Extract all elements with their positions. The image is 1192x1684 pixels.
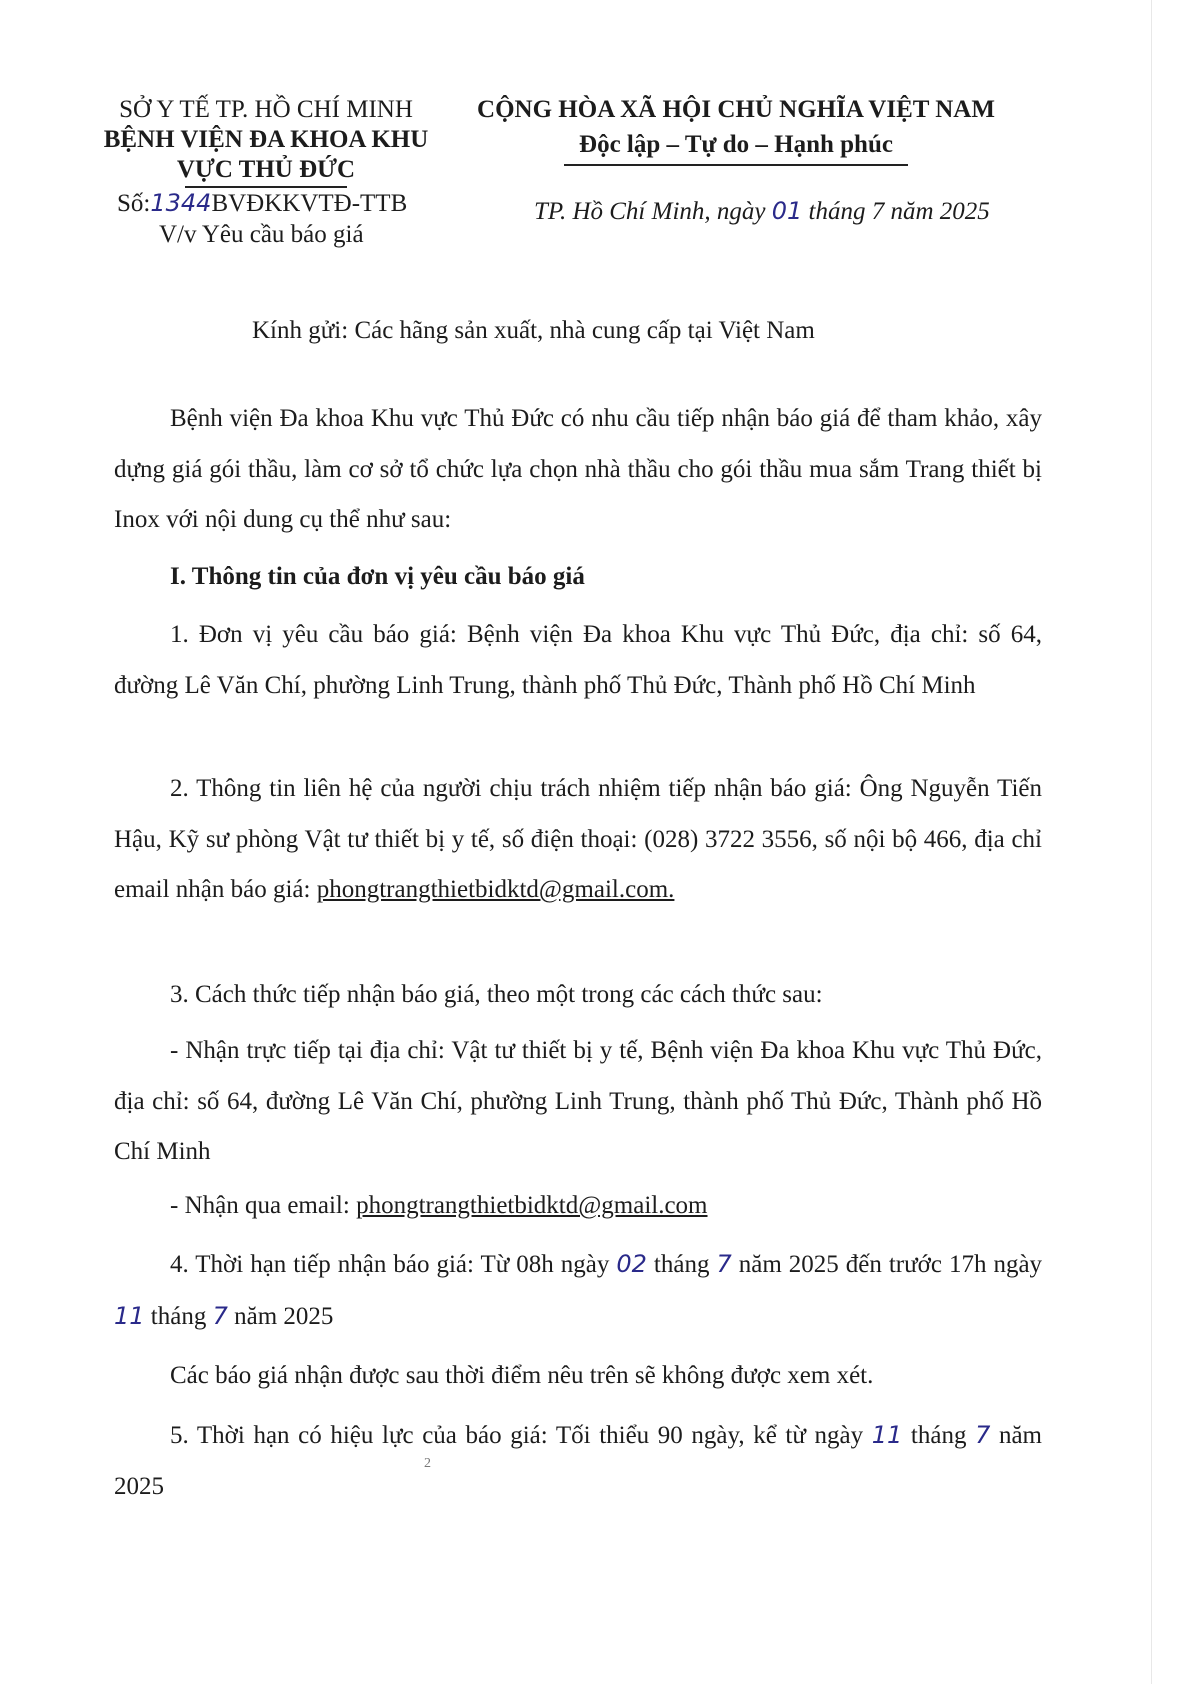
- org-line-1: SỞ Y TẾ TP. HỒ CHÍ MINH: [119, 96, 413, 123]
- item-4-start-day: 02: [616, 1250, 647, 1278]
- item-5-month: 7: [975, 1421, 991, 1449]
- item-3-email: [114, 1181, 1042, 1232]
- intro-paragraph: Bệnh viện Đa khoa Khu vực Thủ Đức có nhu cầu tiếp nhận báo giá để tham khảo, xây dựng giá gói thầu, làm cơ sở tổ chức lựa chọn nhà thầu cho gói thầu mua sắm Trang thiết bị Inox với nội dung cụ thể như sau:: [114, 405, 1042, 533]
- item-2: [114, 764, 1042, 916]
- ref-suffix: BVĐKKVTĐ-TTB: [211, 190, 408, 217]
- scan-edge-line: [1151, 0, 1152, 1684]
- ref-prefix: Số:: [117, 190, 151, 217]
- item-4-note: Các báo giá nhận được sau thời điểm nêu trên sẽ không được xem xét.: [170, 1362, 874, 1389]
- item-5: [114, 1410, 1042, 1512]
- org-line-2: BỆNH VIỆN ĐA KHOA KHU: [103, 126, 429, 153]
- date-day-handwritten: 01: [771, 197, 803, 225]
- item-5-text-1: 5. Thời hạn có hiệu lực của báo giá: Tối thiểu 90 ngày, kể từ ngày: [170, 1422, 864, 1449]
- date-suffix: tháng 7 năm 2025: [808, 198, 990, 225]
- item-3-email-link[interactable]: phongtrangthietbidktd@gmail.com: [356, 1192, 708, 1219]
- salutation: Kính gửi: Các hãng sản xuất, nhà cung cấp tại Việt Nam: [252, 317, 815, 344]
- item-4-start-month: 7: [716, 1250, 732, 1278]
- section-1-title: I. Thông tin của đơn vị yêu cầu báo giá: [170, 563, 585, 590]
- item-1: 1. Đơn vị yêu cầu báo giá: Bệnh viện Đa khoa Khu vực Thủ Đức, địa chỉ: số 64, đường Lê Văn Chí, phường Linh Trung, thành phố Thủ Đức, Thành phố Hồ Chí Minh: [114, 621, 1042, 699]
- item-4-end-month: 7: [212, 1301, 228, 1330]
- item-4-text-4: tháng: [150, 1302, 207, 1330]
- date-prefix: TP. Hồ Chí Minh, ngày: [534, 198, 766, 225]
- item-2-text: 2. Thông tin liên hệ của người chịu trách nhiệm tiếp nhận báo giá: Ông Nguyễn Tiến Hậu, Kỹ sư phòng Vật tư thiết bị y tế, số điện thoại: (028) 3722 3556, số nội bộ 466, địa chỉ email nhận báo giá:: [114, 775, 1042, 903]
- nation-title: CỘNG HÒA XÃ HỘI CHỦ NGHĨA VIỆT NAM: [477, 96, 995, 123]
- org-line-3: VỰC THỦ ĐỨC: [176, 156, 356, 183]
- item-4-end-day: 11: [114, 1301, 145, 1330]
- item-5-text-3: năm 2025: [114, 1422, 1042, 1500]
- page-number: 2: [424, 1456, 431, 1471]
- item-2-email-link[interactable]: phongtrangthietbidktd@gmail.com.: [316, 876, 675, 903]
- nation-motto: Độc lập – Tự do – Hạnh phúc: [579, 131, 893, 158]
- reference-number: [117, 188, 407, 219]
- item-5-day: 11: [871, 1421, 903, 1449]
- item-4-text-3: năm 2025 đến trước 17h ngày: [738, 1251, 1043, 1278]
- item-3: 3. Cách thức tiếp nhận báo giá, theo một trong các cách thức sau:: [170, 981, 823, 1008]
- ref-handwritten-number: 1344: [150, 189, 212, 217]
- item-4: [114, 1239, 1042, 1342]
- item-3-direct: - Nhận trực tiếp tại địa chỉ: Vật tư thiết bị y tế, Bệnh viện Đa khoa Khu vực Thủ Đức, địa chỉ: số 64, đường Lê Văn Chí, phường Linh Trung, thành phố Thủ Đức, Thành phố Hồ Chí Minh: [114, 1037, 1042, 1165]
- item-5-text-2: tháng: [910, 1422, 967, 1449]
- subject-line: V/v Yêu cầu báo giá: [159, 221, 364, 248]
- item-4-text-1: 4. Thời hạn tiếp nhận báo giá: Từ 08h ngày: [170, 1251, 610, 1278]
- item-4-text-2: tháng: [653, 1251, 710, 1278]
- date-line: [534, 196, 990, 227]
- motto-underline: [564, 164, 908, 166]
- item-3-email-prefix: - Nhận qua email:: [170, 1192, 350, 1219]
- item-4-text-5: năm 2025: [234, 1302, 334, 1330]
